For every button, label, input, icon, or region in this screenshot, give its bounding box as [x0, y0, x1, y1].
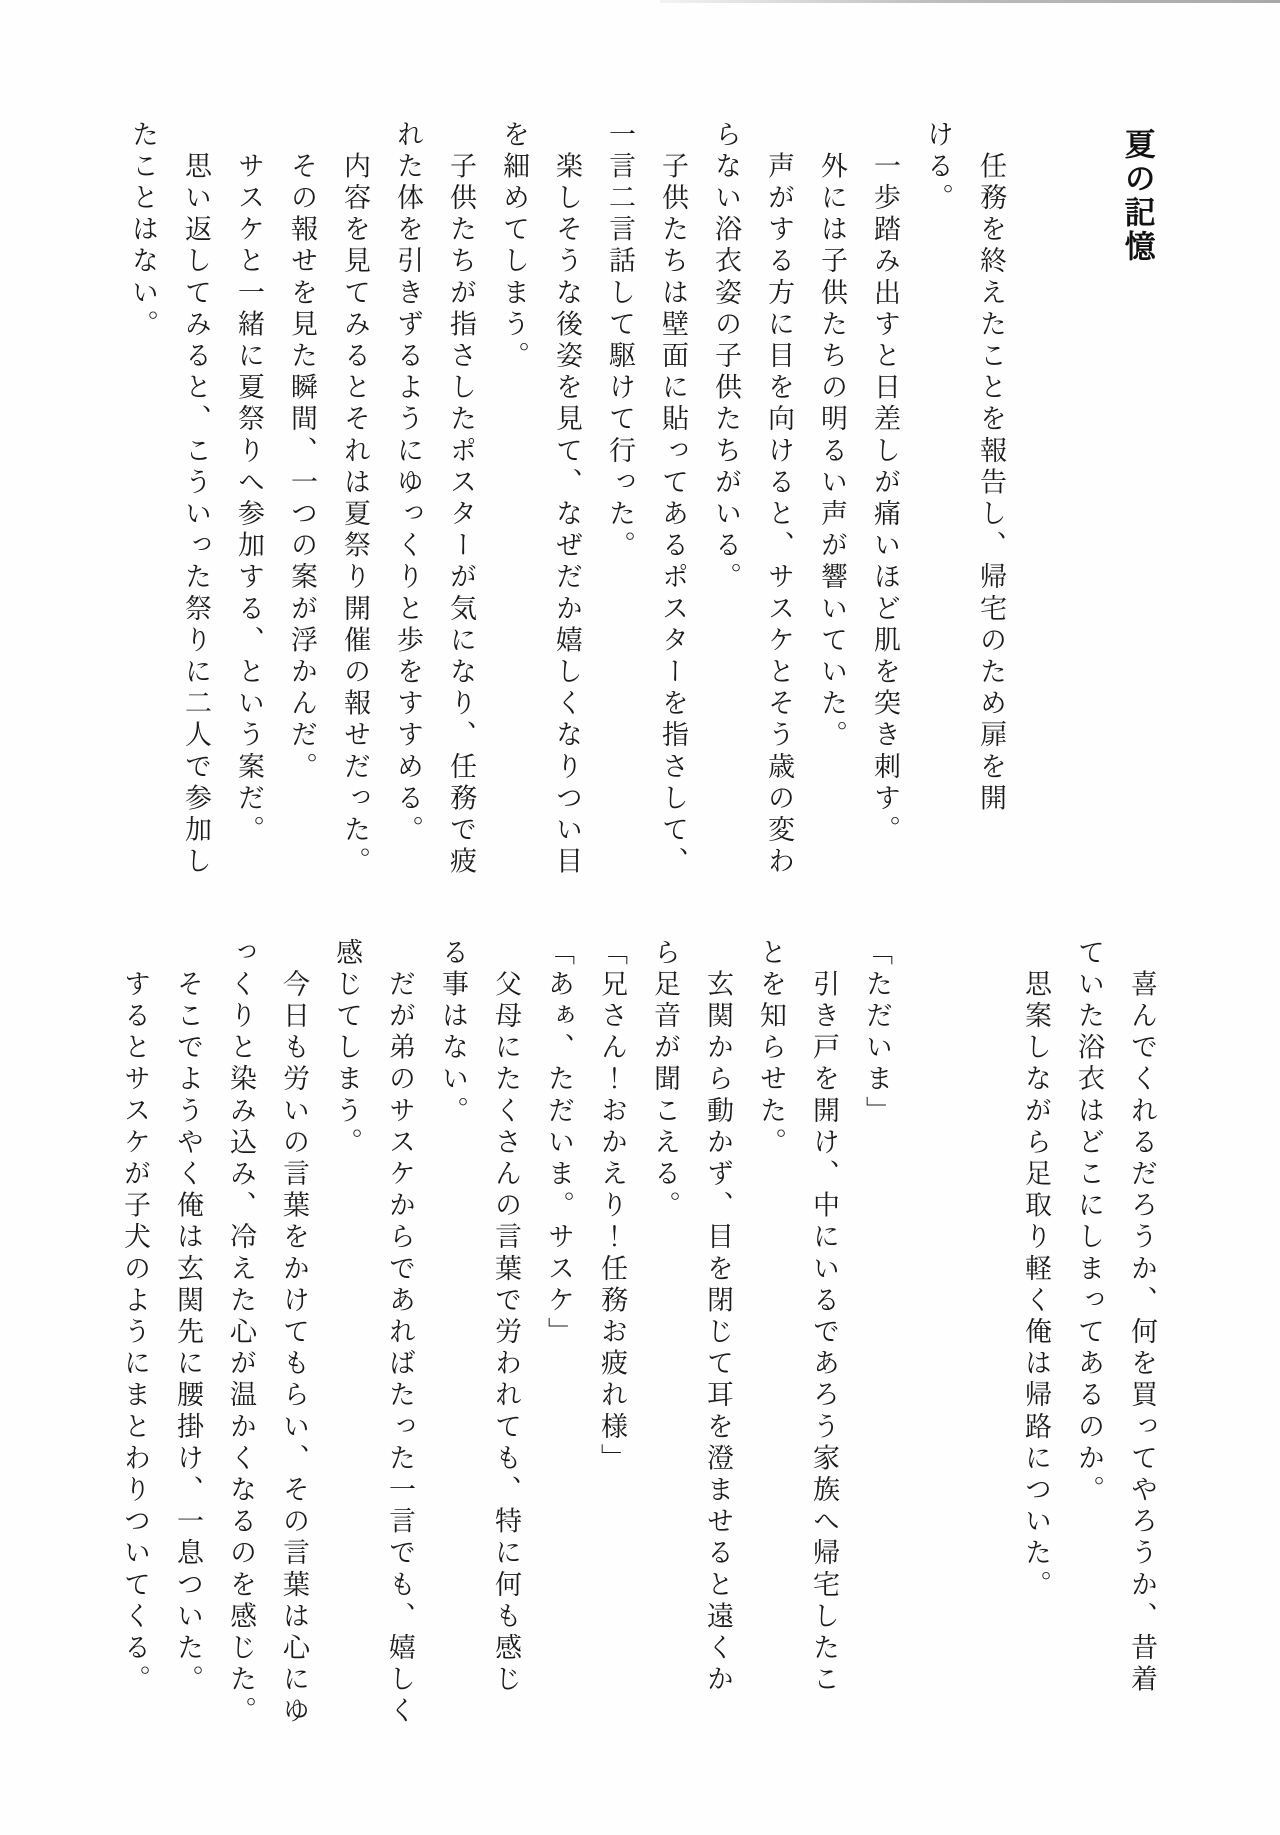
text-line: とを知らせた。 [756, 938, 786, 1160]
text-line: 子供たちは壁面に貼ってあるポスターを指さして、 [658, 120, 688, 879]
text-line: その報せを見た瞬間、一つの案が浮かんだ。 [287, 120, 317, 784]
text-line: らない浴衣姿の子供たちがいる。 [711, 120, 741, 594]
text-line: ける。 [923, 120, 953, 215]
text-line: 思い返してみると、こういった祭りに二人で参加し [181, 120, 211, 879]
text-line: 今日も労いの言葉をかけてもらい、その言葉は心にゆ [279, 938, 309, 1728]
text-line: サスケと一緒に夏祭りへ参加する、という案だ。 [234, 120, 264, 847]
scan-edge-artifact [660, 0, 1280, 3]
text-line: 「兄さん！おかえり！任務お疲れ様」 [597, 938, 627, 1476]
text-line: 任務を終えたことを報告し、帰宅のため扉を開 [976, 120, 1006, 816]
text-line: 一言二言話して駆けて行った。 [605, 120, 635, 563]
text-line: 外には子供たちの明るい声が響いていた。 [817, 120, 847, 752]
text-line: ら足音が聞こえる。 [650, 938, 680, 1223]
text-line: 喜んでくれるだろうか、何を買ってやろうか、昔着 [1127, 938, 1157, 1697]
text-line: 内容を見てみるとそれは夏祭り開催の報せだった。 [340, 120, 370, 879]
text-line: 父母にたくさんの言葉で労われても、特に何も感じ [491, 938, 521, 1697]
text-line: 玄関から動かず、目を閉じて耳を澄ませると遠くか [703, 938, 733, 1697]
story-title: 夏の記憶 [1119, 128, 1155, 264]
text-line: 感じてしまう。 [332, 938, 362, 1160]
upper-text-block [116, 120, 1017, 920]
text-line: 「あぁ、ただいま。サスケ」 [544, 938, 574, 1349]
text-line: するとサスケが子犬のようにまとわりついてくる。 [120, 938, 150, 1697]
text-line: 思案しながら足取り軽く俺は帰路についた。 [1021, 938, 1051, 1602]
text-line: る事はない。 [438, 938, 468, 1128]
text-line: 楽しそうな後姿を見て、なぜだか嬉しくなりつい目 [552, 120, 582, 879]
blank-line [956, 938, 1009, 1738]
text-line: だが弟のサスケからであればたった一言でも、嬉しく [385, 938, 415, 1728]
text-line: 一歩踏み出すと日差しが痛いほど肌を突き刺す。 [870, 120, 900, 847]
text-line: を細めてしまう。 [499, 120, 529, 373]
text-line: 「ただいま」 [862, 938, 892, 1128]
text-line: 子供たちが指さしたポスターが気になり、任務で疲 [446, 120, 476, 879]
text-line: 声がする方に目を向けると、サスケとそう歳の変わ [764, 120, 794, 879]
lower-text-block [108, 938, 1168, 1738]
text-line: 引き戸を開け、中にいるであろう家族へ帰宅したこ [809, 938, 839, 1697]
text-line: れた体を引きずるようにゆっくりと歩をすすめる。 [393, 120, 423, 847]
blank-line [903, 938, 956, 1738]
text-line: たことはない。 [128, 120, 158, 342]
text-line: そこでようやく俺は玄関先に腰掛け、一息ついた。 [173, 938, 203, 1697]
text-line: ていた浴衣はどこにしまってあるのか。 [1074, 938, 1104, 1507]
text-line: っくりと染み込み、冷えた心が温かくなるのを感じた。 [226, 938, 256, 1728]
